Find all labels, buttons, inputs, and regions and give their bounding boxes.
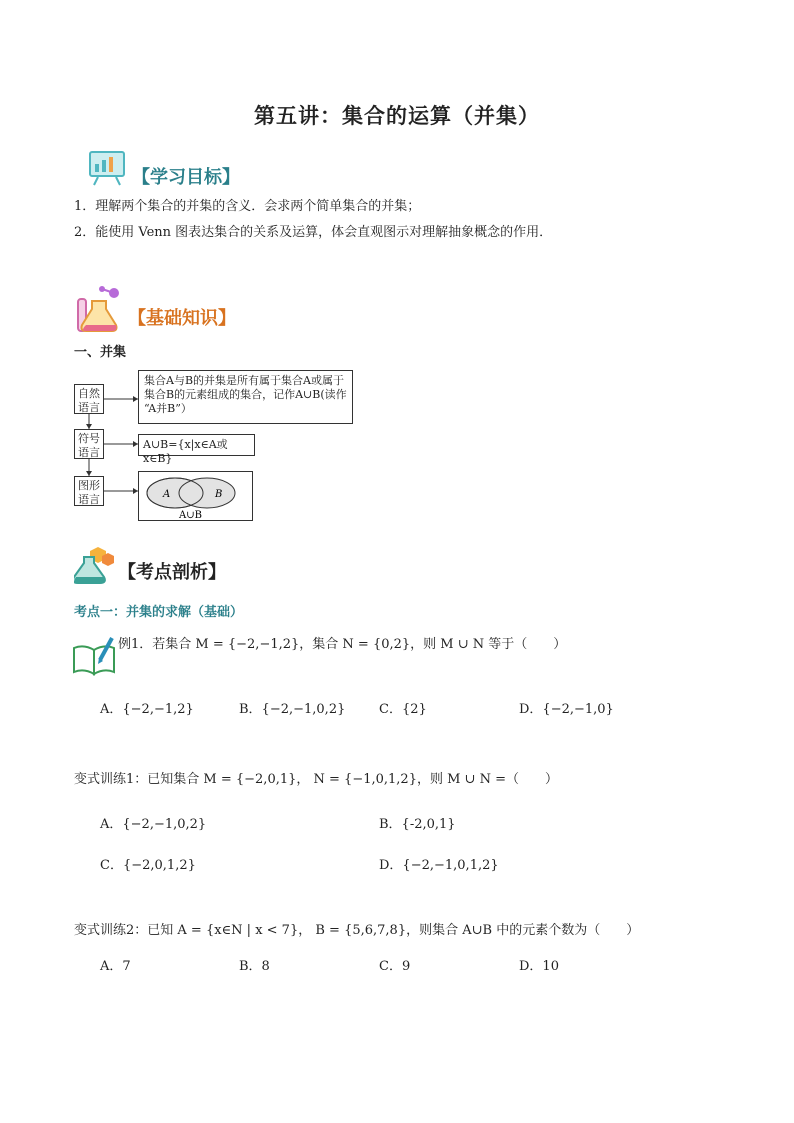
chemistry-flask-icon [74,545,120,585]
variant1-option-d[interactable]: D．{−2,−1,0,1,2} [379,858,499,873]
natural-text-line-3: “A并B”） [144,402,192,415]
example1-option-a[interactable]: A．{−2,−1,2} [100,702,194,717]
variant2-option-d[interactable]: D．10 [519,959,559,974]
variant2-option-c[interactable]: C．9 [379,959,411,974]
page-title: 第五讲：集合的运算（并集） [254,103,540,128]
variant2-option-a[interactable]: A．7 [100,959,131,974]
presentation-board-icon [86,150,130,186]
objective-item-2: 2．能使用 Venn 图表达集合的关系及运算，体会直观图示对理解抽象概念的作用． [74,225,553,240]
symbol-language-box [138,434,255,465]
symbol-text: A∪B={x|x∈A或x∈B} [143,438,228,465]
example1-option-b[interactable]: B．{−2,−1,0,2} [239,702,346,717]
venn-diagram [139,472,252,520]
label-graph-language: 图形语言 [74,476,104,506]
variant1-option-a[interactable]: A．{−2,−1,0,2} [100,817,207,832]
basics-heading: 【基础知识】 [128,308,236,329]
venn-caption: A∪B [179,510,202,520]
label-symbol-language: 符号语言 [74,429,104,459]
lab-flask-icon [74,285,124,333]
variant1-option-c[interactable]: C．{−2,0,1,2} [100,858,196,873]
point1-heading: 考点一：并集的求解（基础） [74,605,244,620]
example1-option-d[interactable]: D．{−2,−1,0} [519,702,614,717]
basics-subheading: 一、并集 [74,345,127,360]
venn-circle-b [179,478,235,508]
variant2-stem: 变式训练2：已知 A = {x∈N | x < 7}， B = {5,6,7,8}，则集合 A∪B 中的元素个数为（ ） [74,923,640,938]
natural-text-line-2: 集合B的元素组成的集合，记作A∪B(读作 [144,388,347,401]
variant1-stem: 变式训练1：已知集合 M = {−2,0,1}， N = {−1,0,1,2}，则 M ∪ N =（ ） [74,772,558,787]
natural-text-line-1: 集合A与B的并集是所有属于集合A或属于 [144,374,344,387]
example1-option-c[interactable]: C．{2} [379,702,427,717]
venn-diagram-box [138,471,253,521]
objective-item-1: 1．理解两个集合的并集的含义．会求两个简单集合的并集； [74,199,421,214]
venn-label-a: A [163,489,171,500]
analysis-heading: 【考点剖析】 [118,562,226,583]
venn-label-b: B [215,489,223,500]
variant2-option-b[interactable]: B．8 [239,959,270,974]
example1-stem: 例1．若集合 M = {−2,−1,2}，集合 N = {0,2}，则 M ∪ N 等于（ ） [118,637,567,652]
open-book-pencil-icon [72,636,116,676]
natural-language-box [138,370,353,424]
variant1-option-b[interactable]: B．{-2,0,1} [379,817,456,832]
label-natural-language: 自然语言 [74,384,104,414]
objectives-heading: 【学习目标】 [132,167,240,188]
